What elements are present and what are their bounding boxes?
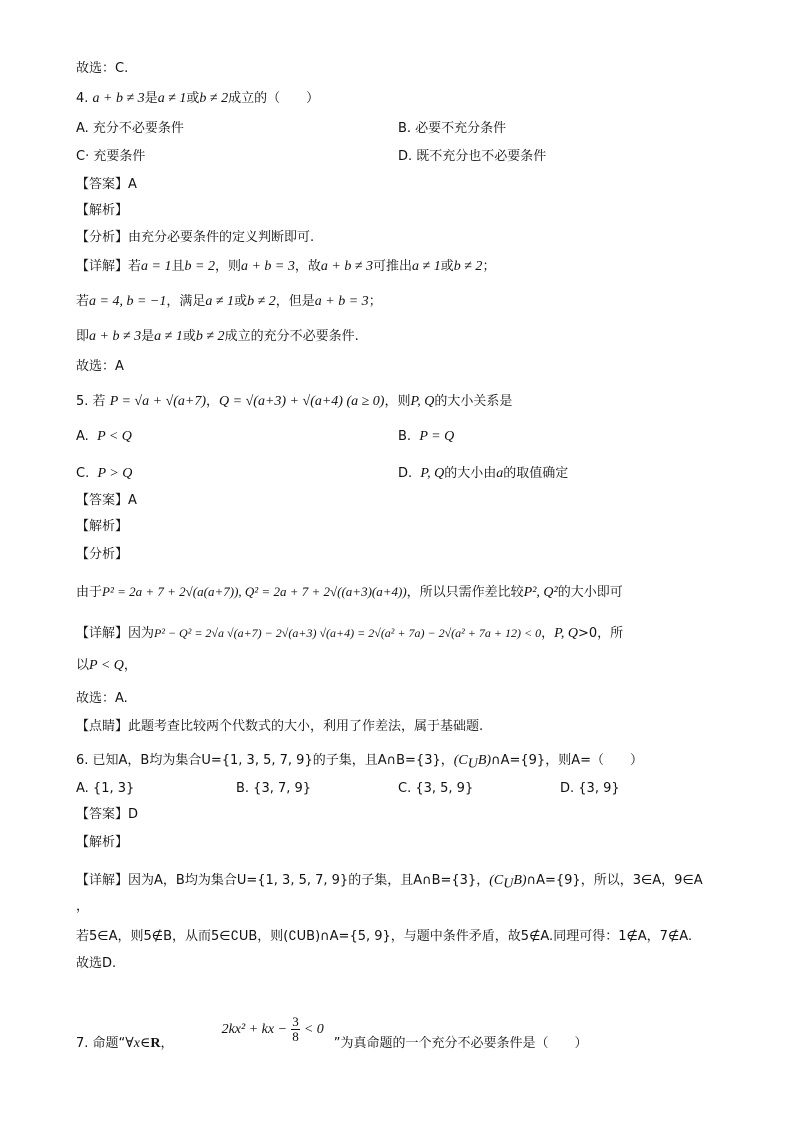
- math: a = 4, b = −1: [89, 294, 167, 309]
- detail-line-2: [76, 293, 382, 311]
- text: 此题考查比较两个代数式的大小，利用了作差法，属于基础题.: [128, 719, 484, 734]
- numerator: 3: [292, 1014, 299, 1029]
- option-c: C· 充要条件: [76, 149, 146, 164]
- math: P = √a + √(a+7): [109, 394, 207, 409]
- analysis-tag: 【分析】: [76, 230, 129, 245]
- option-a: A. 充分不必要条件: [76, 121, 184, 136]
- detail-line-2: ，: [76, 899, 90, 914]
- question-number: 5. 若: [76, 394, 106, 409]
- comment-tag: 【点睛】: [76, 719, 129, 734]
- math: b ≠ 2: [247, 294, 276, 309]
- text: 是: [144, 91, 158, 106]
- analysis-tag: 【解析】: [76, 203, 129, 218]
- answer-value: A: [128, 177, 137, 192]
- text: >0，所: [577, 626, 624, 641]
- math: P = Q: [419, 429, 455, 444]
- math: Q = √(a+3) + √(a+4) (a ≥ 0): [219, 394, 385, 409]
- question-5-stem: [76, 393, 512, 411]
- math: B): [477, 753, 492, 768]
- text: 或: [234, 294, 248, 309]
- math: a ≠ 1: [157, 91, 187, 106]
- question-6-stem: [76, 752, 643, 770]
- question-4-stem: [76, 90, 319, 108]
- option-label: A.: [76, 429, 89, 444]
- math: a + b ≠ 3: [320, 259, 374, 274]
- text: 由于: [76, 585, 103, 600]
- option-b: [398, 428, 454, 446]
- math: a ≠ 1: [412, 259, 441, 274]
- math: a + b ≠ 3: [92, 91, 145, 106]
- detail-line-2: [76, 657, 137, 675]
- option-d: [398, 465, 568, 483]
- answer-tag: 【答案】: [76, 807, 129, 822]
- option-b: B. {3, 7, 9}: [236, 781, 312, 796]
- text: 或: [186, 91, 200, 106]
- math: U: [503, 876, 514, 892]
- option-a: A. {1, 3}: [76, 781, 135, 796]
- inequality: [222, 1012, 324, 1048]
- option-label: B.: [398, 429, 412, 444]
- option-b: B. 必要不充分条件: [398, 121, 507, 136]
- math: P, Q: [554, 626, 578, 641]
- math: P < Q: [89, 658, 124, 673]
- text: ；: [368, 294, 382, 309]
- text: 是: [141, 329, 155, 344]
- text: 故选：C.: [76, 61, 129, 76]
- math: b = 2: [184, 259, 215, 274]
- text: ，但是: [275, 294, 315, 309]
- option-d: D. 既不充分也不必要条件: [398, 149, 547, 164]
- text: 或: [440, 259, 454, 274]
- text: 由充分必要条件的定义判断即可.: [128, 230, 315, 245]
- answer-line: [76, 806, 138, 824]
- answer-value: A: [128, 493, 137, 508]
- text: 成立的充分不必要条件.: [224, 329, 359, 344]
- text: ；: [482, 259, 496, 274]
- detail-line-1: [76, 872, 703, 890]
- answer-choice-line: 故选：A: [76, 359, 124, 374]
- math: P < Q: [97, 429, 132, 444]
- analysis-tag: 【解析】: [76, 519, 129, 534]
- math: (C: [489, 873, 504, 888]
- math: b ≠ 2: [195, 329, 225, 344]
- text: 的大小关系是: [434, 394, 513, 409]
- option-label: C.: [76, 466, 90, 481]
- denominator: 8: [292, 1029, 299, 1044]
- text: ，则: [214, 259, 241, 274]
- comment-line: [76, 718, 483, 736]
- question-7-stem: [76, 1014, 588, 1062]
- option-d: D. {3, 9}: [560, 781, 620, 796]
- text: 以: [76, 658, 90, 673]
- text: 因为: [128, 626, 155, 641]
- math: U: [467, 756, 478, 772]
- math: a + b ≠ 3: [89, 329, 142, 344]
- text: 或: [182, 329, 196, 344]
- answer-choice-line: 故选D.: [76, 956, 117, 971]
- analysis-tag: 【分析】: [76, 547, 129, 562]
- math: a = 1: [141, 259, 172, 274]
- answer-choice-line: [76, 60, 128, 78]
- math: b ≠ 2: [453, 259, 483, 274]
- math: 2kx² + kx −: [221, 1022, 288, 1037]
- math: P, Q: [410, 394, 435, 409]
- detail-line-1: [76, 624, 623, 643]
- option-a: [76, 428, 132, 446]
- detail-line-3: [76, 328, 359, 346]
- math: b ≠ 2: [199, 91, 229, 106]
- math: a ≠ 1: [205, 294, 235, 309]
- math: < 0: [303, 1022, 324, 1037]
- text: 若: [128, 259, 142, 274]
- text: ，故: [294, 259, 321, 274]
- text: 6. 已知A，B均为集合U={1, 3, 5, 7, 9}的子集，且A∩B={3}，: [76, 753, 454, 768]
- text: 若: [76, 294, 90, 309]
- text: ，: [541, 626, 555, 641]
- text: ”为真命题的一个充分不必要条件是（ ）: [333, 1036, 588, 1051]
- text: ，: [160, 1036, 174, 1051]
- math: R: [150, 1036, 161, 1051]
- math: P², Q²: [523, 585, 558, 600]
- detail-tag: 【详解】: [76, 873, 129, 888]
- answer-tag: 【答案】: [76, 493, 129, 508]
- text: ∩A={9}，则A=（ ）: [491, 753, 643, 768]
- detail-tag: 【详解】: [76, 626, 129, 641]
- math: a ≠ 1: [154, 329, 183, 344]
- text: 且: [171, 259, 185, 274]
- answer-line: [76, 176, 137, 194]
- math: B): [513, 873, 527, 888]
- detail-line-3: 若5∈A，则5∉B，从而5∈∁UB，则(∁UB)∩A={5, 9}，与题中条件矛盾，故5∉A.同理可得：1∉A，7∉A.: [76, 929, 693, 944]
- detail-tag: 【详解】: [76, 259, 129, 274]
- option-c: [76, 465, 132, 483]
- text: ，: [123, 658, 137, 673]
- analysis-tag: 【解析】: [76, 835, 129, 850]
- text: ，: [206, 394, 220, 409]
- text: 因为A，B均为集合U={1, 3, 5, 7, 9}的子集，且A∩B={3}，: [128, 873, 490, 888]
- text: 的大小即可: [557, 585, 623, 600]
- math: P, Q: [420, 466, 445, 481]
- text: 成立的（ ）: [228, 91, 320, 106]
- math: a + b = 3: [240, 259, 295, 274]
- analysis-line: [76, 229, 314, 247]
- answer-choice-line: 故选：A.: [76, 691, 128, 706]
- math: a + b = 3: [314, 294, 369, 309]
- answer-line: [76, 492, 137, 510]
- math: ∀x∈: [125, 1036, 151, 1051]
- text: 可推出: [373, 259, 413, 274]
- answer-tag: 【答案】: [76, 177, 129, 192]
- math: P² = 2a + 7 + 2√(a(a+7)), Q² = 2a + 7 + 2√((a+3)(a+4)): [102, 584, 407, 599]
- math: (C: [453, 753, 468, 768]
- text: ，满足: [166, 294, 206, 309]
- fraction: [291, 1015, 300, 1044]
- text: ，则: [384, 394, 411, 409]
- option-label: D.: [398, 466, 413, 481]
- math: P > Q: [97, 466, 133, 481]
- question-number: 4.: [76, 91, 89, 106]
- math: P² − Q² = 2√a √(a+7) − 2√(a+3) √(a+4) = 2√(a² + 7a) − 2√(a² + 7a + 12) < 0: [154, 626, 542, 640]
- answer-value: D: [128, 807, 139, 822]
- text: ，所以只需作差比较: [406, 585, 524, 600]
- text: 的取值确定: [503, 466, 569, 481]
- question-number: 7. 命题“: [76, 1036, 126, 1051]
- analysis-line: [76, 583, 623, 602]
- text: 即: [76, 329, 90, 344]
- text: ∩A={9}，所以，3∈A，9∈A: [526, 873, 703, 888]
- text: 的大小由: [444, 466, 497, 481]
- detail-line-1: [76, 258, 495, 276]
- math: a: [496, 466, 504, 481]
- option-c: C. {3, 5, 9}: [398, 781, 474, 796]
